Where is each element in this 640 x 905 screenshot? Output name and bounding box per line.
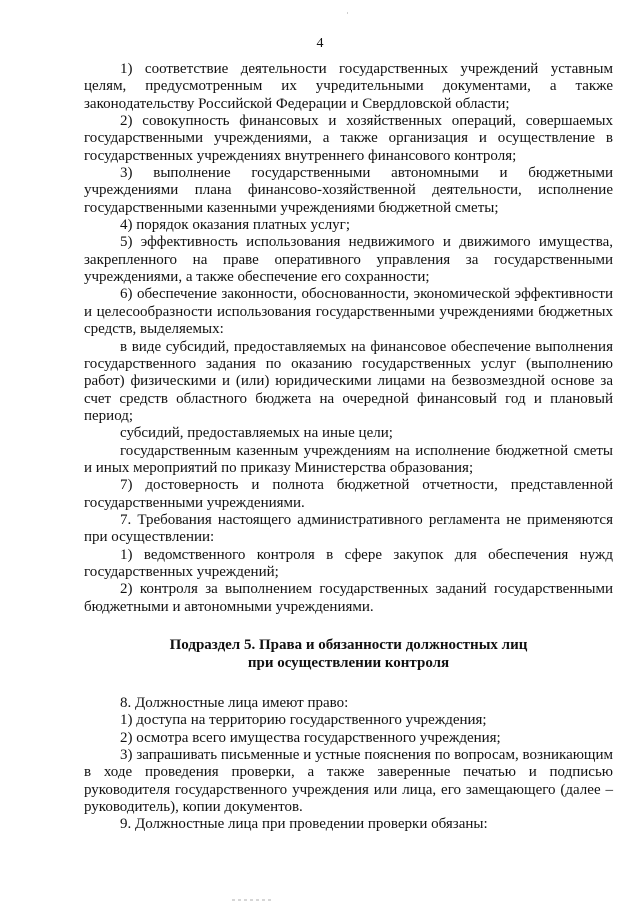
paragraph: 9. Должностные лица при проведении проверки обязаны: [120,816,488,833]
paragraph: субсидий, предоставляемых на иные цели; [120,425,393,442]
paragraph: 3) выполнение государственными автономными и бюджетными учреждениями плана финансово-хозяйственной деятельности, исполнение государственными казенными учреждениями бюджетной сметы; [84,165,613,216]
paragraph: 7. Требования настоящего административного регламента не применяются при осуществлении: [84,511,613,546]
paragraph: 5) эффективность использования недвижимого и движимого имущества, закрепленного на праве оперативного управления за государственными учреждениями, а также обеспечение его сохранности; [84,234,613,286]
section-heading-line: при осуществлении контроля [247,655,450,671]
paragraph: 4) порядок оказания платных услуг; [120,217,351,234]
paragraph: в виде субсидий, предоставляемых на финансовое обеспечение выполнения государственного задания по оказанию государственных услуг (выполнению работ) физическими и (или) юридическими лицами на безвозмездной основе за счет средств областного бюджета на очередной финансовый год и плановый период; [84,338,613,424]
section-heading [84,636,613,672]
section-heading-line: Подраздел 5. Права и обязанности должностных лиц [169,637,528,653]
paragraph: 3) запрашивать письменные и устные пояснения по вопросам, возникающим в ходе проведения проверки, а также заверенные печатью и подписью руководителя государственного учреждения или лица, его замещающего (далее – руководитель), копии документов. [84,747,613,816]
paragraph: 2) осмотра всего имущества государственного учреждения; [120,729,501,746]
page-number: 4 [316,36,324,51]
paragraph: 1) доступа на территорию государственного учреждения; [120,712,487,729]
document-body [84,61,613,834]
scan-speck [347,12,348,14]
paragraph: государственным казенным учреждениям на исполнение бюджетной сметы и иных мероприятий по приказу Министерства образования; [84,442,613,476]
paragraph: 6) обеспечение законности, обоснованности, экономической эффективности и целесообразности использования государственными учреждениями бюджетных средств, выделяемых: [84,286,613,338]
paragraph: 1) соответствие деятельности государственных учреждений уставным целям, предусмотренным их учредительными документами, а также законодательству Российской Федерации и Свердловской области; [84,61,613,112]
paragraph: 1) ведомственного контроля в сфере закупок для обеспечения нужд государственных учреждений; [84,546,613,580]
scan-artifact-bottom [232,899,274,901]
paragraph: 7) достоверность и полнота бюджетной отчетности, представленной государственными учреждениями. [84,477,613,511]
paragraph: 2) совокупность финансовых и хозяйственных операций, совершаемых государственными учреждениями, а также организация и осуществление в государственных учреждениях внутреннего финансового контроля; [84,113,613,164]
paragraph: 2) контроля за выполнением государственных заданий государственными бюджетными и автономными учреждениями. [84,581,613,615]
paragraph: 8. Должностные лица имеют право: [120,695,349,711]
